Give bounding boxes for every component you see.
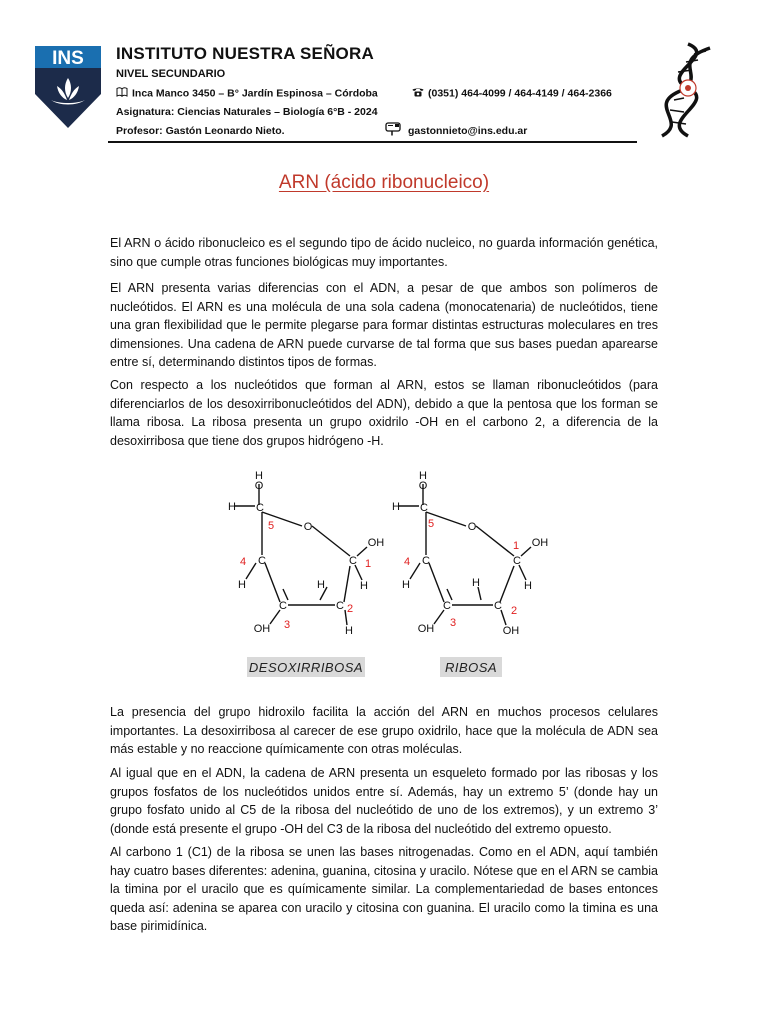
paragraph-bases: Al carbono 1 (C1) de la ribosa se unen las bases nitrogenadas. Como en el ADN, aquí también hay cuatro bases diferentes: adenina, guanina, citosina y uracilo. Nótese que en el ARN se cambia la timina por el uracilo que es químicamente similar. La complementariedad de bases entonces queda así: adenina se aparea con uracilo y citosina con guanina. El uracilo como la timina es una base pirimidínica. [110, 845, 658, 933]
paragraph-differences: El ARN presenta varias diferencias con el ADN, a pesar de que ambos son polímeros de nucleótidos. El ARN es una molécula de una sola cadena (monocatenaria) de nucleótidos, tiene una gran flexibilidad que le permite plegarse para formar distintas estructuras moleculares en tres dimensiones. Una cadena de ARN puede curvarse de tal forma que sus bases puedan aparearse entre sí, determinando distintos tipos de formas. [110, 281, 658, 369]
deoxyribose-atoms [228, 470, 384, 637]
carbon-number: 4 [403, 556, 411, 568]
atom: C [258, 555, 266, 567]
address-line [116, 87, 612, 100]
atom: OH [367, 537, 385, 549]
ins-logo [33, 44, 103, 130]
paragraph-intro: El ARN o ácido ribonucleico es el segundo tipo de ácido nucleico, no guarda información genética, sino que cumple otras funciones biológicas muy importantes. [110, 236, 658, 269]
phone-icon [412, 87, 424, 100]
atom: OH [531, 537, 549, 549]
atom: H [228, 501, 236, 513]
atom: H [524, 580, 532, 592]
atom: C [443, 600, 451, 612]
school-level: NIVEL SECUNDARIO [116, 68, 226, 80]
email-line [385, 122, 527, 139]
email-text[interactable]: gastonnieto@ins.edu.ar [408, 124, 528, 137]
carbon-number: 2 [346, 603, 354, 615]
atom: H [360, 580, 368, 592]
atom: OH [253, 623, 271, 635]
subject-line: Asignatura: Ciencias Naturales – Biología 6°B - 2024 [116, 106, 378, 118]
caption-deoxyribose: DESOXIRRIBOSA [247, 657, 365, 677]
atom: H [238, 579, 246, 591]
institution-name: INSTITUTO NUESTRA SEÑORA [116, 44, 374, 63]
atom: OH [417, 623, 435, 635]
carbon-number: 3 [283, 619, 291, 631]
atom: C [513, 555, 521, 567]
atom: C [494, 600, 502, 612]
atom: C [420, 502, 428, 514]
caption-ribose: RIBOSA [440, 657, 502, 677]
carbon-number: 1 [364, 558, 372, 570]
phone-text: (0351) 464-4099 / 464-4149 / 464-2366 [428, 87, 612, 100]
carbon-number: 4 [239, 556, 247, 568]
carbon-number: 3 [449, 617, 457, 629]
book-icon [116, 87, 128, 100]
ribose-atoms [392, 470, 548, 637]
atom: H [317, 579, 325, 591]
atom: O [467, 521, 477, 533]
atom: C [336, 600, 344, 612]
atom: H [402, 579, 410, 591]
atom: C [422, 555, 430, 567]
page-title: ARN (ácido ribonucleico) [278, 172, 490, 193]
atom: O [418, 480, 428, 492]
paragraph-backbone: Al igual que en el ADN, la cadena de ARN presenta un esqueleto formado por las ribosas y los grupos fosfatos de los nucleótidos unidos entre sí. Además, hay un extremo 5’ (donde hay un grupo fosfato unido al C5 de la ribosa del nucleótido de uno de los extremos), y un extremo 3’ (donde está presente el grupo -OH del C3 de la ribosa del nucleótido del extremo opuesto. [110, 766, 658, 836]
paragraph-ribonucleotides: Con respecto a los nucleótidos que forman al ARN, estos se llaman ribonucleótidos (para diferenciarlos de los desoxirribonucleótidos del ADN), debido a que la pentosa que los forman se llama ribosa. La ribosa presenta un grupo oxidrilo -OH en el carbono 2, a diferencia de la desoxirribosa que tiene dos grupos hidrógeno -H. [110, 378, 658, 448]
ribose-structure [399, 484, 531, 625]
teacher-line: Profesor: Gastón Leonardo Nieto. [116, 125, 285, 137]
atom: OH [502, 625, 520, 637]
atom: H [472, 577, 480, 589]
logo-text: INS [52, 48, 84, 69]
mailbox-icon [385, 122, 403, 139]
carbon-number: 1 [512, 540, 520, 552]
paragraph-hydroxyl: La presencia del grupo hidroxilo facilita la acción del ARN en muchos procesos celulares importantes. La desoxirribosa al carecer de ese grupo oxidrilo, hace que la molécula de ADN sea más estable y no reaccione químicamente con otras moléculas. [110, 705, 658, 756]
atom: H [419, 470, 427, 482]
atom: H [392, 501, 400, 513]
atom: H [255, 470, 263, 482]
dna-icon [648, 40, 728, 140]
header-divider [108, 141, 637, 143]
atom: H [345, 625, 353, 637]
document-header [0, 0, 768, 150]
carbon-number: 2 [510, 605, 518, 617]
atom: C [279, 600, 287, 612]
sugar-structures-diagram [222, 462, 552, 682]
carbon-number: 5 [267, 520, 275, 532]
deoxyribose-carbon-numbers [240, 520, 371, 631]
address-text: Inca Manco 3450 – B° Jardín Espinosa – Córdoba [132, 87, 378, 100]
atom: C [349, 555, 357, 567]
atom: O [254, 480, 264, 492]
carbon-number: 5 [427, 518, 435, 530]
phone-line [412, 87, 612, 100]
atom: O [303, 521, 313, 533]
atom: C [256, 502, 264, 514]
